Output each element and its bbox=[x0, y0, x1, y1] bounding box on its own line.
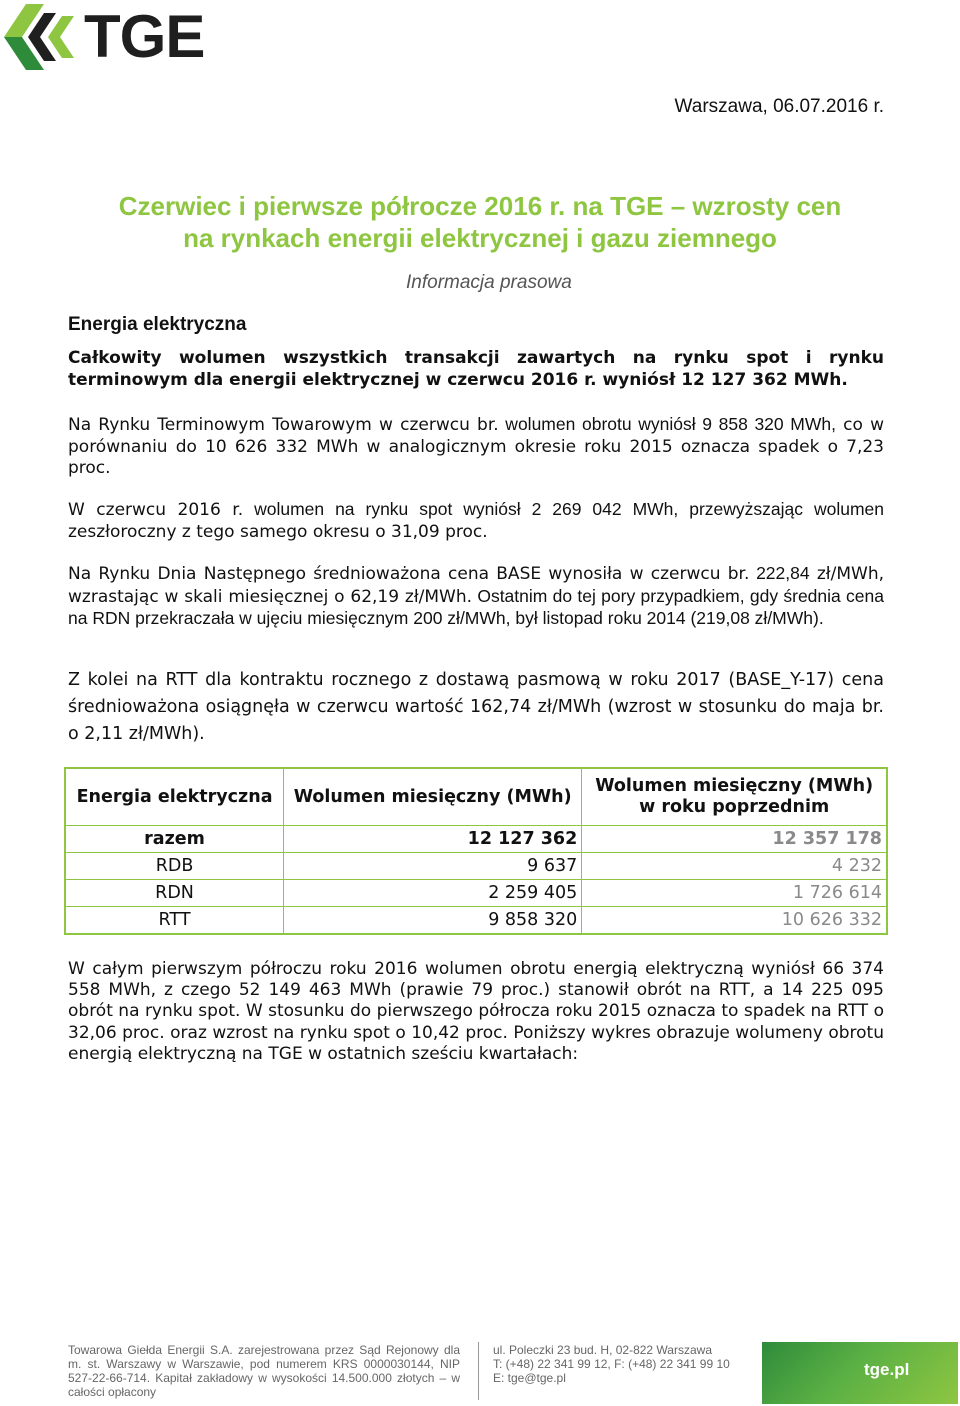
paragraph-spot-b: wolumen na rynku spot wyniósł 2 269 042 MWh, przewyższając wolumen bbox=[243, 499, 884, 519]
paragraph-rtt-c: co w porównaniu do 10 626 332 MWh w analogicznym okresie roku 2015 oznacza spadek o 7,23 proc. bbox=[68, 415, 884, 478]
header-volume-previous: Wolumen miesięczny (MWh) w roku poprzednim bbox=[582, 768, 887, 826]
row-label: RDN bbox=[65, 880, 284, 907]
header-market: Energia elektryczna bbox=[65, 768, 284, 826]
paragraph-rtt-a: Na Rynku Terminowym Towarowym w czerwcu br. bbox=[68, 415, 499, 435]
title-line-2: na rynkach energii elektrycznej i gazu ziemnego bbox=[183, 223, 777, 253]
footer-contact bbox=[493, 1343, 743, 1385]
website-badge-label: tge.pl bbox=[864, 1360, 910, 1379]
paragraph-spot bbox=[68, 499, 884, 543]
tge-logo bbox=[4, 4, 204, 70]
website-badge[interactable] bbox=[762, 1342, 958, 1404]
paragraph-rdn-a: Na Rynku Dnia Następnego średnioważona cena BASE wynosiła w czerwcu br. bbox=[68, 564, 750, 584]
table-row bbox=[65, 907, 887, 935]
row-previous: 12 357 178 bbox=[582, 826, 887, 853]
row-label: RDB bbox=[65, 853, 284, 880]
paragraph-spot-c: zeszłoroczny z tego samego okresu o 31,09 proc. bbox=[68, 521, 488, 542]
logo-wordmark: TGE bbox=[84, 3, 205, 70]
row-label: razem bbox=[65, 826, 284, 853]
lead-paragraph: Całkowity wolumen wszystkich transakcji zawartych na rynku spot i rynku terminowym dla energii elektrycznej w czerwcu 2016 r. wyniósł 12 127 362 MWh. bbox=[68, 348, 884, 390]
row-current: 12 127 362 bbox=[284, 826, 582, 853]
paragraph-half-year: W całym pierwszym półroczu roku 2016 wolumen obrotu energią elektryczną wyniósł 66 374 558 MWh, z czego 52 149 463 MWh (prawie 79 proc.) stanowił obrót na RTT, a 14 225 095 obrót na rynku spot. W stosunku do pierwszego półrocza roku 2015 oznacza to spadek na RTT o 32,06 proc. oraz wzrost na rynku spot o 10,42 proc. Poniższy wykres obrazuje wolumeny obrotu energią elektryczną na TGE w ostatnich sześciu kwartałach: bbox=[68, 959, 884, 1064]
document-date: Warszawa, 06.07.2016 r. bbox=[674, 96, 884, 117]
paragraph-spot-a: W czerwcu 2016 r. bbox=[68, 500, 244, 520]
table-header-row bbox=[65, 768, 887, 826]
table-row bbox=[65, 826, 887, 853]
row-previous: 4 232 bbox=[582, 853, 887, 880]
paragraph-rdn-d: Ostatnim do tej pory przypadkiem, gdy średnia cena na RDN przekraczała w ujęciu miesięcznym 200 zł/MWh, był listopad roku 2014 (219,08 zł/MWh). bbox=[68, 585, 884, 628]
row-current: 9 637 bbox=[284, 853, 582, 880]
paragraph-rtt bbox=[68, 414, 884, 480]
paragraph-rtt-b: wolumen obrotu wyniósł 9 858 320 MWh, bbox=[498, 414, 836, 434]
footer-address: ul. Poleczki 23 bud. H, 02-822 Warszawa bbox=[493, 1343, 712, 1357]
table-row bbox=[65, 853, 887, 880]
press-release-label: Informacja prasowa bbox=[406, 272, 572, 293]
footer-email: E: tge@tge.pl bbox=[493, 1371, 566, 1385]
row-previous: 1 726 614 bbox=[582, 880, 887, 907]
paragraph-rdn bbox=[68, 563, 884, 631]
header-volume-current: Wolumen miesięczny (MWh) bbox=[284, 768, 582, 826]
paragraph-base-y17: Z kolei na RTT dla kontraktu rocznego z dostawą pasmową w roku 2017 (BASE_Y-17) cena średnioważona osiągnęła w czerwcu wartość 162,74 zł/MWh (wzrost w stosunku do maja br. o 2,11 zł/MWh). bbox=[68, 670, 884, 744]
volume-table bbox=[64, 767, 888, 935]
paragraph-rdn-c: zł/MWh, wzrastając w skali miesięcznej o 62,19 zł/MWh. bbox=[68, 564, 885, 607]
tge-logo-mark-icon bbox=[4, 4, 78, 70]
paragraph-rdn-b: 222,84 bbox=[749, 563, 810, 583]
footer-phone: T: (+48) 22 341 99 12, F: (+48) 22 341 99 10 bbox=[493, 1357, 730, 1371]
row-label: RTT bbox=[65, 907, 284, 935]
section-heading: Energia elektryczna bbox=[68, 314, 247, 335]
title-line-1: Czerwiec i pierwsze półrocze 2016 r. na TGE – wzrosty cen bbox=[118, 191, 842, 221]
footer-company-info: Towarowa Giełda Energii S.A. zarejestrowana przez Sąd Rejonowy dla m. st. Warszawy w Warszawie, pod numerem KRS 0000030144, NIP 527-22-66-714. Kapitał zakładowy w wysokości 14.500.000 złotych – w całości opłacony bbox=[68, 1343, 460, 1399]
footer-divider bbox=[478, 1342, 479, 1400]
row-current: 2 259 405 bbox=[284, 880, 582, 907]
page-title bbox=[68, 190, 892, 254]
row-previous: 10 626 332 bbox=[582, 907, 887, 935]
row-current: 9 858 320 bbox=[284, 907, 582, 935]
table-row bbox=[65, 880, 887, 907]
